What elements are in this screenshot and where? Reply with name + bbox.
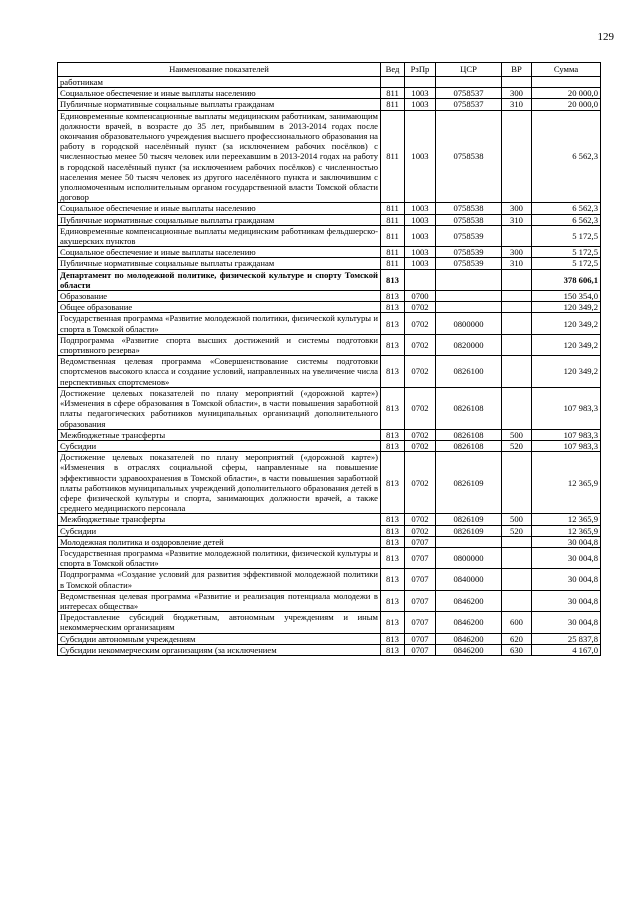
row-sum-cell: 30 004,8 xyxy=(532,547,601,568)
table-row xyxy=(58,452,601,514)
row-csr-cell: 0826109 xyxy=(436,514,502,525)
row-sum-cell: 5 172,5 xyxy=(532,225,601,246)
row-vr-cell: 500 xyxy=(502,514,532,525)
row-name-cell: Социальное обеспечение и иные выплаты населению xyxy=(58,203,381,214)
row-ved-cell: 811 xyxy=(381,247,405,258)
row-name-cell: Субсидии xyxy=(58,525,381,536)
row-rzpr-cell: 1003 xyxy=(405,88,436,99)
row-ved-cell: 813 xyxy=(381,590,405,611)
header-name: Наименование показателей xyxy=(58,63,381,77)
row-name-cell: Публичные нормативные социальные выплаты гражданам xyxy=(58,99,381,110)
row-vr-cell xyxy=(502,225,532,246)
row-name-cell: Подпрограмма «Создание условий для развития эффективной молодежной политики в Томской области» xyxy=(58,569,381,590)
table-row xyxy=(58,302,601,313)
row-ved-cell: 813 xyxy=(381,525,405,536)
row-vr-cell: 300 xyxy=(502,88,532,99)
row-rzpr-cell: 0707 xyxy=(405,547,436,568)
row-sum-cell: 120 349,2 xyxy=(532,334,601,355)
row-rzpr-cell: 1003 xyxy=(405,258,436,269)
row-rzpr-cell xyxy=(405,269,436,290)
table-body xyxy=(58,77,601,656)
row-csr-cell: 0758539 xyxy=(436,258,502,269)
header-rzpr: РзПр xyxy=(405,63,436,77)
row-sum-cell: 25 837,8 xyxy=(532,633,601,644)
row-ved-cell: 813 xyxy=(381,612,405,633)
row-csr-cell: 0758538 xyxy=(436,110,502,203)
row-ved-cell: 811 xyxy=(381,99,405,110)
row-csr-cell: 0758537 xyxy=(436,88,502,99)
row-sum-cell: 120 349,2 xyxy=(532,313,601,334)
table-row xyxy=(58,387,601,429)
row-sum-cell: 30 004,8 xyxy=(532,569,601,590)
row-ved-cell: 813 xyxy=(381,291,405,302)
row-sum-cell: 30 004,8 xyxy=(532,612,601,633)
row-vr-cell xyxy=(502,334,532,355)
row-vr-cell: 620 xyxy=(502,633,532,644)
row-ved-cell: 813 xyxy=(381,334,405,355)
budget-table xyxy=(57,62,601,656)
row-ved-cell: 811 xyxy=(381,225,405,246)
row-ved-cell: 813 xyxy=(381,429,405,440)
table-row xyxy=(58,356,601,388)
row-sum-cell: 5 172,5 xyxy=(532,258,601,269)
row-name-cell: Достижение целевых показателей по плану мероприятий («дорожной карте») «Изменения в сфере образования в Томской области», в части повышения заработной платы педагогических работников муниципальных организаций дополнительного образования xyxy=(58,387,381,429)
row-name-cell: Ведомственная целевая программа «Совершенствование системы подготовки спортсменов высокого класса и создание условий, направленных на увеличение числа перспективных спортсменов» xyxy=(58,356,381,388)
row-vr-cell: 500 xyxy=(502,429,532,440)
table-row xyxy=(58,590,601,611)
row-vr-cell: 520 xyxy=(502,525,532,536)
table-row xyxy=(58,258,601,269)
row-vr-cell xyxy=(502,590,532,611)
row-ved-cell: 813 xyxy=(381,644,405,655)
row-vr-cell xyxy=(502,77,532,88)
row-ved-cell: 811 xyxy=(381,88,405,99)
row-vr-cell xyxy=(502,356,532,388)
row-csr-cell: 0800000 xyxy=(436,313,502,334)
row-rzpr-cell: 1003 xyxy=(405,203,436,214)
table-row xyxy=(58,225,601,246)
row-name-cell: Социальное обеспечение и иные выплаты населению xyxy=(58,88,381,99)
row-csr-cell: 0820000 xyxy=(436,334,502,355)
row-csr-cell: 0826109 xyxy=(436,525,502,536)
row-name-cell: Единовременные компенсационные выплаты медицинским работникам фельдшерско-акушерских пунктов xyxy=(58,225,381,246)
row-vr-cell xyxy=(502,291,532,302)
row-sum-cell: 5 172,5 xyxy=(532,247,601,258)
row-csr-cell xyxy=(436,77,502,88)
row-csr-cell: 0846200 xyxy=(436,612,502,633)
header-sum: Сумма xyxy=(532,63,601,77)
row-csr-cell: 0758538 xyxy=(436,203,502,214)
row-rzpr-cell: 0702 xyxy=(405,429,436,440)
row-ved-cell: 811 xyxy=(381,214,405,225)
row-csr-cell: 0800000 xyxy=(436,547,502,568)
row-name-cell: Межбюджетные трансферты xyxy=(58,514,381,525)
row-sum-cell: 4 167,0 xyxy=(532,644,601,655)
row-name-cell: Субсидии автономным учреждениям xyxy=(58,633,381,644)
row-vr-cell xyxy=(502,536,532,547)
row-name-cell: работникам xyxy=(58,77,381,88)
row-rzpr-cell: 0702 xyxy=(405,387,436,429)
row-csr-cell: 0826108 xyxy=(436,429,502,440)
row-csr-cell xyxy=(436,536,502,547)
row-ved-cell: 813 xyxy=(381,440,405,451)
row-name-cell: Подпрограмма «Развитие спорта высших достижений и системы подготовки спортивного резерва» xyxy=(58,334,381,355)
row-vr-cell xyxy=(502,387,532,429)
row-ved-cell: 813 xyxy=(381,514,405,525)
row-sum-cell: 378 606,1 xyxy=(532,269,601,290)
row-rzpr-cell: 0707 xyxy=(405,612,436,633)
row-name-cell: Субсидии некоммерческим организациям (за исключением xyxy=(58,644,381,655)
row-sum-cell: 12 365,9 xyxy=(532,452,601,514)
row-rzpr-cell: 0702 xyxy=(405,313,436,334)
row-rzpr-cell: 0707 xyxy=(405,569,436,590)
table-row xyxy=(58,269,601,290)
row-ved-cell: 813 xyxy=(381,633,405,644)
table-row xyxy=(58,569,601,590)
table-row xyxy=(58,429,601,440)
row-csr-cell: 0758539 xyxy=(436,225,502,246)
table-header-row xyxy=(58,63,601,77)
row-sum-cell: 107 983,3 xyxy=(532,440,601,451)
table-row xyxy=(58,514,601,525)
row-vr-cell: 300 xyxy=(502,247,532,258)
table-row xyxy=(58,247,601,258)
row-sum-cell xyxy=(532,77,601,88)
row-csr-cell: 0826109 xyxy=(436,452,502,514)
row-ved-cell: 813 xyxy=(381,302,405,313)
row-vr-cell xyxy=(502,547,532,568)
row-csr-cell: 0840000 xyxy=(436,569,502,590)
table-row xyxy=(58,88,601,99)
row-rzpr-cell: 0707 xyxy=(405,644,436,655)
row-rzpr-cell: 1003 xyxy=(405,225,436,246)
table-row xyxy=(58,110,601,203)
row-sum-cell: 30 004,8 xyxy=(532,536,601,547)
row-name-cell: Межбюджетные трансферты xyxy=(58,429,381,440)
row-name-cell: Департамент по молодежной политике, физической культуре и спорту Томской области xyxy=(58,269,381,290)
row-rzpr-cell: 0707 xyxy=(405,633,436,644)
row-csr-cell: 0826108 xyxy=(436,387,502,429)
row-rzpr-cell: 1003 xyxy=(405,247,436,258)
row-name-cell: Ведомственная целевая программа «Развитие и реализация потенциала молодежи в интересах общества» xyxy=(58,590,381,611)
row-sum-cell: 6 562,3 xyxy=(532,110,601,203)
row-ved-cell: 813 xyxy=(381,452,405,514)
row-vr-cell xyxy=(502,110,532,203)
row-sum-cell: 12 365,9 xyxy=(532,525,601,536)
row-rzpr-cell: 0702 xyxy=(405,334,436,355)
row-ved-cell xyxy=(381,77,405,88)
row-ved-cell: 813 xyxy=(381,313,405,334)
row-csr-cell: 0826108 xyxy=(436,440,502,451)
row-csr-cell: 0758537 xyxy=(436,99,502,110)
row-rzpr-cell: 0702 xyxy=(405,452,436,514)
row-rzpr-cell: 1003 xyxy=(405,99,436,110)
table-row xyxy=(58,313,601,334)
row-ved-cell: 813 xyxy=(381,547,405,568)
row-ved-cell: 813 xyxy=(381,269,405,290)
table-row xyxy=(58,77,601,88)
row-ved-cell: 811 xyxy=(381,258,405,269)
row-sum-cell: 120 349,2 xyxy=(532,302,601,313)
row-rzpr-cell: 0707 xyxy=(405,536,436,547)
table-row xyxy=(58,440,601,451)
row-vr-cell xyxy=(502,569,532,590)
table-row xyxy=(58,291,601,302)
row-name-cell: Образование xyxy=(58,291,381,302)
row-csr-cell: 0846200 xyxy=(436,633,502,644)
row-ved-cell: 811 xyxy=(381,110,405,203)
row-sum-cell: 6 562,3 xyxy=(532,214,601,225)
row-name-cell: Предоставление субсидий бюджетным, автономным учреждениям и иным некоммерческим организациям xyxy=(58,612,381,633)
row-rzpr-cell: 0700 xyxy=(405,291,436,302)
header-ved: Вед xyxy=(381,63,405,77)
table-row xyxy=(58,99,601,110)
row-name-cell: Государственная программа «Развитие молодежной политики, физической культуры и спорта в Томской области» xyxy=(58,547,381,568)
row-csr-cell: 0826100 xyxy=(436,356,502,388)
row-sum-cell: 20 000,0 xyxy=(532,99,601,110)
row-ved-cell: 813 xyxy=(381,536,405,547)
row-vr-cell: 310 xyxy=(502,214,532,225)
row-name-cell: Общее образование xyxy=(58,302,381,313)
table-row xyxy=(58,334,601,355)
page-number: 129 xyxy=(597,31,614,43)
row-vr-cell: 310 xyxy=(502,258,532,269)
table-row xyxy=(58,203,601,214)
row-vr-cell: 630 xyxy=(502,644,532,655)
row-csr-cell xyxy=(436,269,502,290)
row-sum-cell: 107 983,3 xyxy=(532,429,601,440)
table-row xyxy=(58,644,601,655)
table-row xyxy=(58,633,601,644)
table-row xyxy=(58,525,601,536)
row-vr-cell: 520 xyxy=(502,440,532,451)
row-rzpr-cell: 0702 xyxy=(405,525,436,536)
row-name-cell: Публичные нормативные социальные выплаты гражданам xyxy=(58,258,381,269)
row-name-cell: Единовременные компенсационные выплаты медицинским работникам, занимающим должности врачей, в возрасте до 35 лет, прибывшим в 2013-2014 годах после окончания образовательного учреждения высшего профессионального образования на работу в городской населённый пункт (за исключением рабочих посёлков) с численностью менее 50 тысяч человек или переехавшим в 2013-2014 годах на работу в городской населённый пункт (за исключением рабочих посёлков) с численностью населения менее 50 тысяч человек из другого населённого пункта и заключившим с уполномоченным исполнительным органом государственной власти Томской области договор xyxy=(58,110,381,203)
row-ved-cell: 813 xyxy=(381,569,405,590)
row-rzpr-cell: 0702 xyxy=(405,514,436,525)
row-name-cell: Публичные нормативные социальные выплаты гражданам xyxy=(58,214,381,225)
table-row xyxy=(58,536,601,547)
row-csr-cell: 0846200 xyxy=(436,590,502,611)
row-rzpr-cell: 0707 xyxy=(405,590,436,611)
row-sum-cell: 107 983,3 xyxy=(532,387,601,429)
row-ved-cell: 813 xyxy=(381,387,405,429)
header-csr: ЦСР xyxy=(436,63,502,77)
row-ved-cell: 811 xyxy=(381,203,405,214)
row-vr-cell xyxy=(502,452,532,514)
table-row xyxy=(58,214,601,225)
row-vr-cell xyxy=(502,269,532,290)
row-csr-cell: 0758538 xyxy=(436,214,502,225)
row-vr-cell: 300 xyxy=(502,203,532,214)
row-vr-cell: 600 xyxy=(502,612,532,633)
row-rzpr-cell: 0702 xyxy=(405,440,436,451)
row-vr-cell: 310 xyxy=(502,99,532,110)
row-name-cell: Субсидии xyxy=(58,440,381,451)
row-csr-cell: 0846200 xyxy=(436,644,502,655)
row-sum-cell: 150 354,0 xyxy=(532,291,601,302)
row-sum-cell: 6 562,3 xyxy=(532,203,601,214)
row-name-cell: Молодежная политика и оздоровление детей xyxy=(58,536,381,547)
row-rzpr-cell xyxy=(405,77,436,88)
row-vr-cell xyxy=(502,302,532,313)
row-vr-cell xyxy=(502,313,532,334)
row-sum-cell: 120 349,2 xyxy=(532,356,601,388)
row-csr-cell xyxy=(436,291,502,302)
row-name-cell: Государственная программа «Развитие молодежной политики, физической культуры и спорта в Томской области» xyxy=(58,313,381,334)
row-rzpr-cell: 1003 xyxy=(405,214,436,225)
row-sum-cell: 20 000,0 xyxy=(532,88,601,99)
row-name-cell: Социальное обеспечение и иные выплаты населению xyxy=(58,247,381,258)
row-csr-cell xyxy=(436,302,502,313)
table-row xyxy=(58,547,601,568)
row-rzpr-cell: 0702 xyxy=(405,356,436,388)
row-ved-cell: 813 xyxy=(381,356,405,388)
row-name-cell: Достижение целевых показателей по плану мероприятий («дорожной карте») «Изменения в отраслях социальной сферы, направленные на повышение эффективности здравоохранения в Томской области», в части повышения заработной платы работников муниципальных учреждений дополнительного образования детей в сфере физической культуры и спорта, занимающих должности врачей, а также среднего медицинского персонала xyxy=(58,452,381,514)
row-csr-cell: 0758539 xyxy=(436,247,502,258)
row-rzpr-cell: 0702 xyxy=(405,302,436,313)
table-row xyxy=(58,612,601,633)
header-vr: ВР xyxy=(502,63,532,77)
row-sum-cell: 12 365,9 xyxy=(532,514,601,525)
row-rzpr-cell: 1003 xyxy=(405,110,436,203)
row-sum-cell: 30 004,8 xyxy=(532,590,601,611)
